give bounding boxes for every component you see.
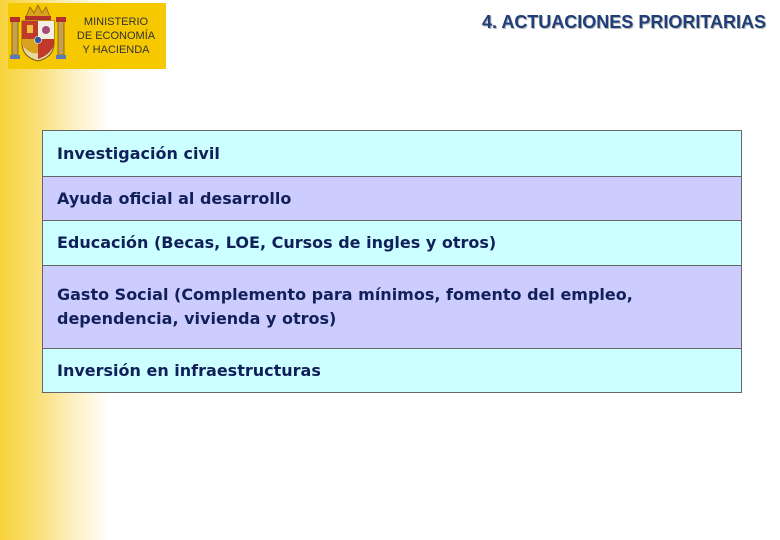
priority-item-gasto-social: Gasto Social (Complemento para mínimos, fomento del empleo, dependencia, vivienda y otros) [43, 265, 741, 348]
priority-item-ayuda: Ayuda oficial al desarrollo [43, 176, 741, 220]
ministry-name [70, 15, 162, 57]
ministry-line: DE ECONOMÍA [76, 30, 156, 42]
coat-of-arms-icon [8, 3, 68, 65]
priority-list [42, 130, 742, 393]
ministry-line: Y HACIENDA [82, 44, 150, 56]
priority-item-inversion: Inversión en infraestructuras [43, 348, 741, 392]
priority-item-investigacion: Investigación civil [43, 131, 741, 176]
page-title: 4. ACTUACIONES PRIORITARIAS [481, 12, 766, 32]
priority-item-educacion: Educación (Becas, LOE, Cursos de ingles y otros) [43, 220, 741, 265]
ministry-line: MINISTERIO [83, 16, 149, 28]
